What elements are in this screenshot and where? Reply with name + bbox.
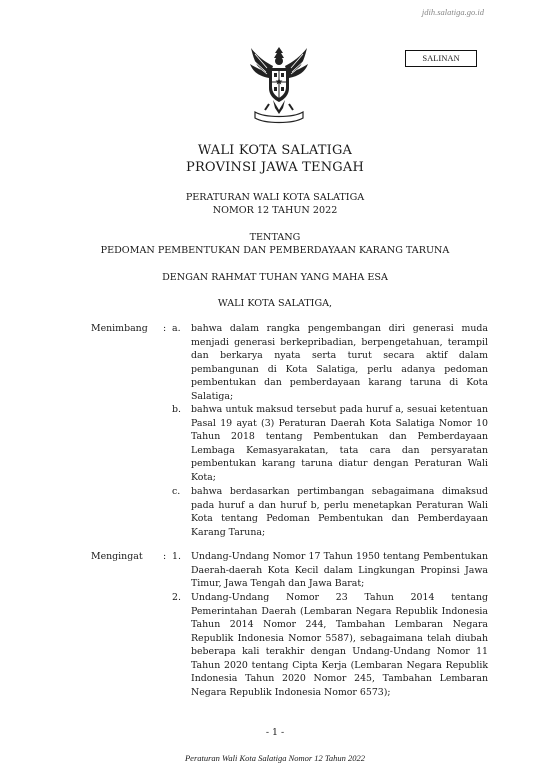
regulation-subject	[0, 231, 550, 257]
issuer-line: WALI KOTA SALATIGA,	[217, 298, 333, 309]
blessing-line: DENGAN RAHMAT TUHAN YANG MAHA ESA	[162, 272, 388, 283]
item-number: 1.	[172, 551, 181, 562]
salinan-stamp: SALINAN	[405, 50, 477, 67]
item-number: c.	[172, 486, 181, 497]
item-text: bahwa dalam rangka pengembangan diri generasi muda menjadi generasi berkepribadian, berpengetahuan, terampil dan berkarya nyata serta turut secara aktif dalam pembangunan di Kota Salatiga, perlu adanya pedoman pembentukan dan pemberdayaan karang taruna di Kota Salatiga;	[191, 323, 488, 402]
item-number: b.	[172, 404, 181, 415]
menimbang-colon: :	[163, 323, 167, 334]
mengingat-label: Mengingat	[91, 551, 143, 562]
page-number: - 1 -	[265, 727, 285, 738]
watermark-url: jdih.salatiga.go.id	[421, 7, 484, 17]
mengingat-colon: :	[163, 551, 167, 562]
title-line-2: PROVINSI JAWA TENGAH	[186, 160, 364, 175]
page-title	[0, 142, 550, 176]
page-footer: Peraturan Wali Kota Salatiga Nomor 12 Tahun 2022	[184, 753, 366, 763]
item-text: bahwa berdasarkan pertimbangan sebagaimana dimaksud pada huruf a dan huruf b, perlu menetapkan Peraturan Wali Kota tentang Pedoman Pembentukan dan Pemberdayaan Karang Taruna;	[191, 486, 488, 538]
title-line-1: WALI KOTA SALATIGA	[197, 143, 353, 158]
item-text: Undang-Undang Nomor 23 Tahun 2014 tentang Pemerintahan Daerah (Lembaran Negara Republik Indonesia Tahun 2014 Nomor 244, Tambahan Lembaran Negara Republik Indonesia Nomor 5587), sebagaimana telah diubah beberapa kali terakhir dengan Undang-Undang Nomor 11 Tahun 2020 tentang Cipta Kerja (Lembaran Negara Republik Indonesia Tahun 2020 Nomor 245, Tambahan Lembaran Negara Republik Indonesia Nomor 6573);	[191, 592, 488, 698]
menimbang-label: Menimbang	[91, 323, 148, 334]
regulation-name: PERATURAN WALI KOTA SALATIGA	[185, 192, 365, 203]
item-text: Undang-Undang Nomor 17 Tahun 1950 tentang Pembentukan Daerah-daerah Kota Kecil dalam Lingkungan Propinsi Jawa Timur, Jawa Tengah dan Jawa Barat;	[191, 551, 488, 590]
garuda-emblem-icon	[247, 44, 311, 124]
subject-text: PEDOMAN PEMBENTUKAN DAN PEMBERDAYAAN KARANG TARUNA	[100, 245, 450, 256]
item-text: bahwa untuk maksud tersebut pada huruf a, sesuai ketentuan Pasal 19 ayat (3) Peraturan Daerah Kota Salatiga Nomor 10 Tahun 2018 tentang Pembentukan dan Pemberdayaan Lembaga Kemasyarakatan, tata cara dan persyaratan pembentukan karang taruna diatur dengan Peraturan Wali Kota;	[191, 404, 488, 483]
regulation-number: NOMOR 12 TAHUN 2022	[212, 205, 338, 216]
regulation-heading	[0, 191, 550, 217]
item-number: 2.	[172, 592, 181, 603]
about-label: TENTANG	[249, 232, 301, 243]
item-number: a.	[172, 323, 181, 334]
